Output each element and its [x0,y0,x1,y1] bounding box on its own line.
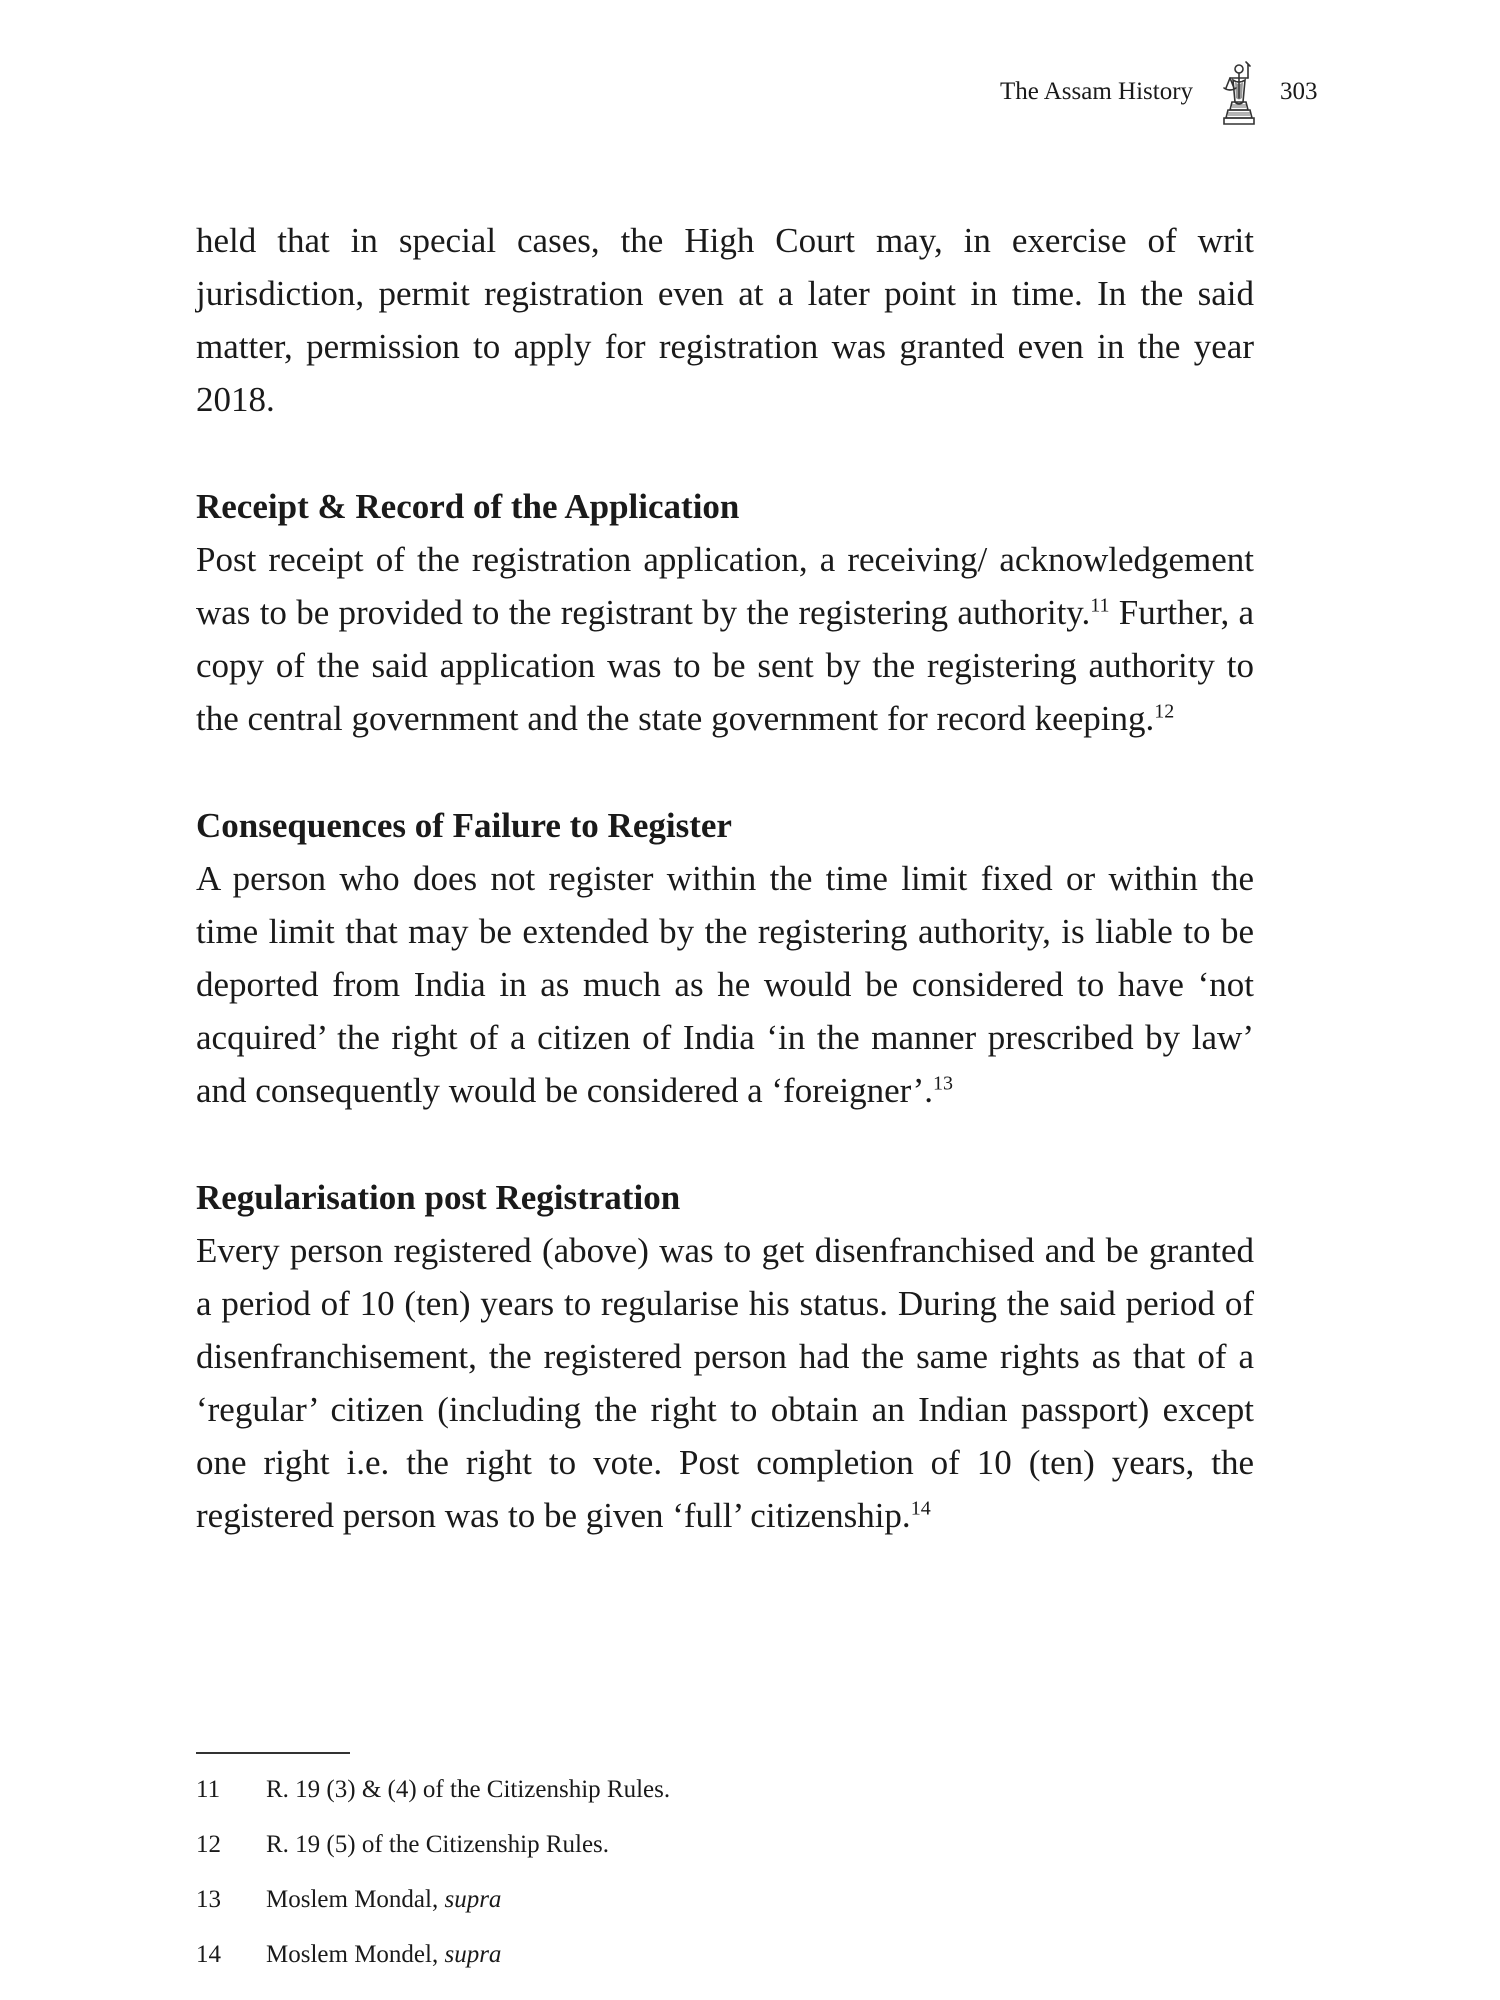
paragraph-text: Post receipt of the registration application, a receiving/ acknowledgement was to be provided to the registrant by the registering authority. [196,540,1254,632]
paragraph-text: Every person registered (above) was to get disenfranchised and be granted a period of 10 (ten) years to regularise his status. During the said period of disenfranchisement, the registered person had the same rights as that of a ‘regular’ citizen (including the right to obtain an Indian passport) except one right i.e. the right to vote. Post completion of 10 (ten) years, the registered person was to be given ‘full’ citizenship. [196,1231,1254,1535]
footnote-text-main: R. 19 (5) of the Citizenship Rules. [266,1831,610,1858]
footnote-text-main: Moslem Mondal, [266,1886,445,1913]
footnote-text [266,1817,609,1872]
footnote-item [196,1927,1196,1982]
footnote-item [196,1762,1196,1817]
footnote-ref: 12 [1154,700,1175,723]
footnote-number: 11 [196,1776,221,1803]
footnote-ref: 14 [910,1497,931,1520]
footnote-text-italic: supra [444,1941,502,1968]
footnote-divider [196,1752,350,1754]
footnote-text-main: R. 19 (3) & (4) of the Citizenship Rules. [266,1776,671,1803]
section-regularisation [196,1171,1254,1542]
paragraph-text: Further, a copy of the said application was to be sent by the registering authority to the central government and the state government for record keeping. [196,593,1254,738]
section-heading: Consequences of Failure to Register [196,806,732,845]
footnote-ref: 13 [933,1072,953,1095]
section-consequences [196,799,1254,1117]
justice-statue-icon [1218,58,1258,128]
section-paragraph [196,1224,1254,1542]
section-receipt-record [196,480,1254,745]
running-title: The Assam History [1000,78,1194,105]
footnote-item [196,1817,1196,1872]
intro-paragraph: held that in special cases, the High Court may, in exercise of writ jurisdiction, permit registration even at a later point in time. In the said matter, permission to apply for registration was granted even in the year 2018. [196,221,1254,419]
footnote-item [196,1872,1196,1927]
section-paragraph [196,852,1254,1117]
footnote-number: 13 [196,1886,221,1913]
footnote-number: 14 [196,1941,221,1968]
section-heading: Receipt & Record of the Application [196,487,740,526]
footnote-text [266,1762,670,1817]
section-heading: Regularisation post Registration [196,1178,681,1217]
paragraph-text: A person who does not register within the time limit fixed or within the time limit that may be extended by the registering authority, is liable to be deported from India in as much as he would be considered to have ‘not acquired’ the right of a citizen of India ‘in the manner prescribed by law’ and consequently would be considered a ‘foreigner’. [196,859,1254,1110]
running-header [960,58,1360,128]
footnote-text-italic: supra [444,1886,502,1913]
section-paragraph [196,533,1254,745]
footnote-text [266,1872,501,1927]
footnote-number: 12 [196,1831,221,1858]
footnote-ref: 11 [1090,594,1110,617]
page-number: 303 [1280,78,1318,105]
footnote-text-main: Moslem Mondel, [266,1941,445,1968]
main-text [196,214,1254,1542]
footnotes [196,1762,1196,1982]
footnote-text [266,1927,501,1982]
